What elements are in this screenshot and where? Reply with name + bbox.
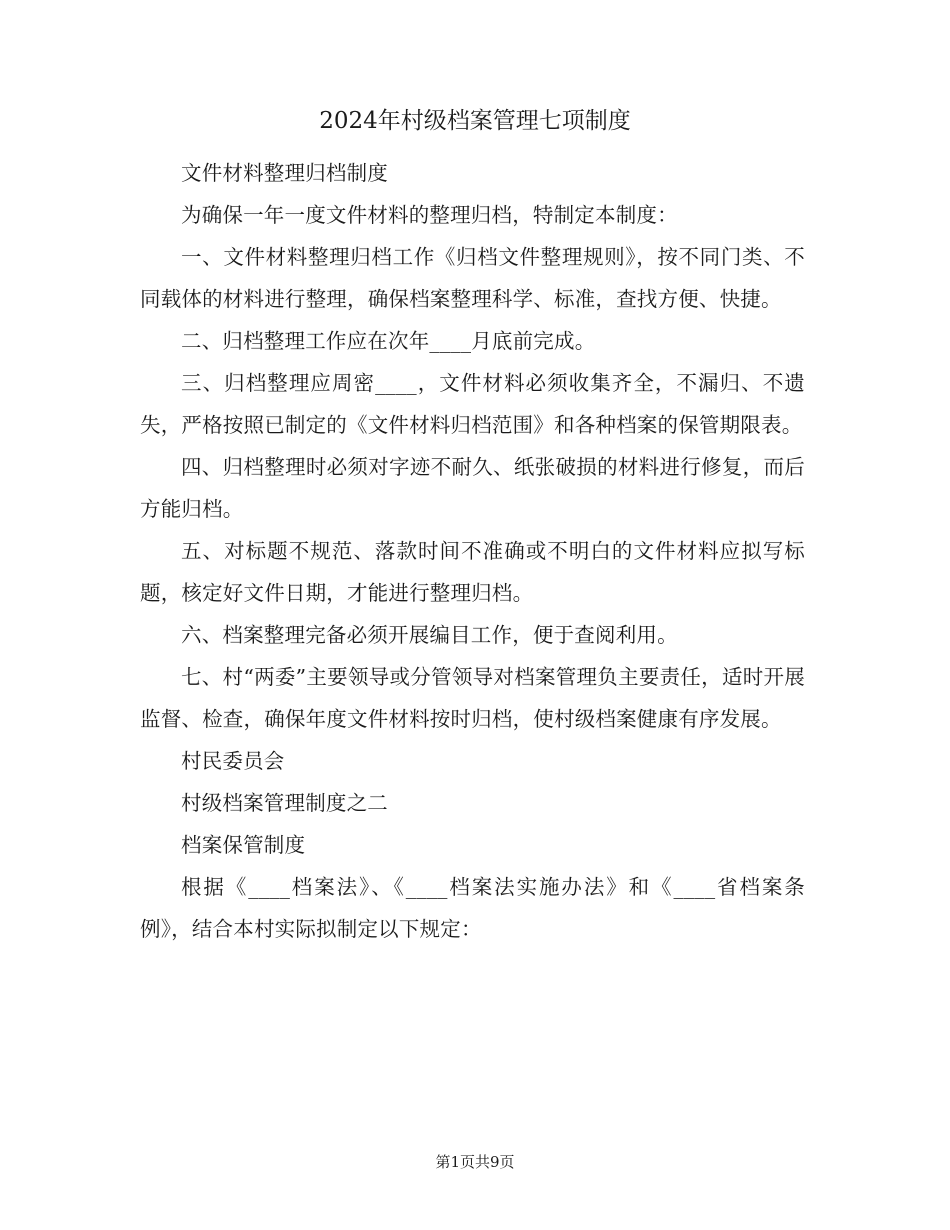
paragraph: 村级档案管理制度之二 [181, 791, 388, 815]
page-number: 第1页共9页 [435, 1153, 515, 1171]
paragraph: 六、档案整理完备必须开展编目工作，便于查阅利用。 [181, 623, 678, 647]
paragraph: 为确保一年一度文件材料的整理归档，特制定本制度： [181, 203, 678, 227]
paragraph: 档案保管制度 [181, 833, 306, 857]
document-body [140, 152, 805, 950]
paragraph: 三、归档整理应周密____，文件材料必须收集齐全，不漏归、不遗失，严格按照已制定的《文件材料归档范围》和各种档案的保管期限表。 [140, 371, 805, 437]
paragraph: 村民委员会 [181, 749, 285, 773]
paragraph: 七、村“两委”主要领导或分管领导对档案管理负主要责任，适时开展监督、检查，确保年度文件材料按时归档，使村级档案健康有序发展。 [140, 665, 805, 731]
paragraph: 根据《____档案法》、《____档案法实施办法》和《____省档案条例》，结合本村实际拟制定以下规定： [140, 875, 805, 941]
paragraph: 文件材料整理归档制度 [181, 161, 388, 185]
document-title: 2024年村级档案管理七项制度 [319, 108, 631, 134]
paragraph: 五、对标题不规范、落款时间不准确或不明白的文件材料应拟写标题，核定好文件日期，才能进行整理归档。 [140, 539, 805, 605]
paragraph: 一、文件材料整理归档工作《归档文件整理规则》，按不同门类、不同载体的材料进行整理，确保档案整理科学、标准，查找方便、快捷。 [140, 245, 805, 311]
paragraph: 二、归档整理工作应在次年____月底前完成。 [181, 329, 596, 353]
paragraph: 四、归档整理时必须对字迹不耐久、纸张破损的材料进行修复，而后方能归档。 [140, 455, 805, 521]
